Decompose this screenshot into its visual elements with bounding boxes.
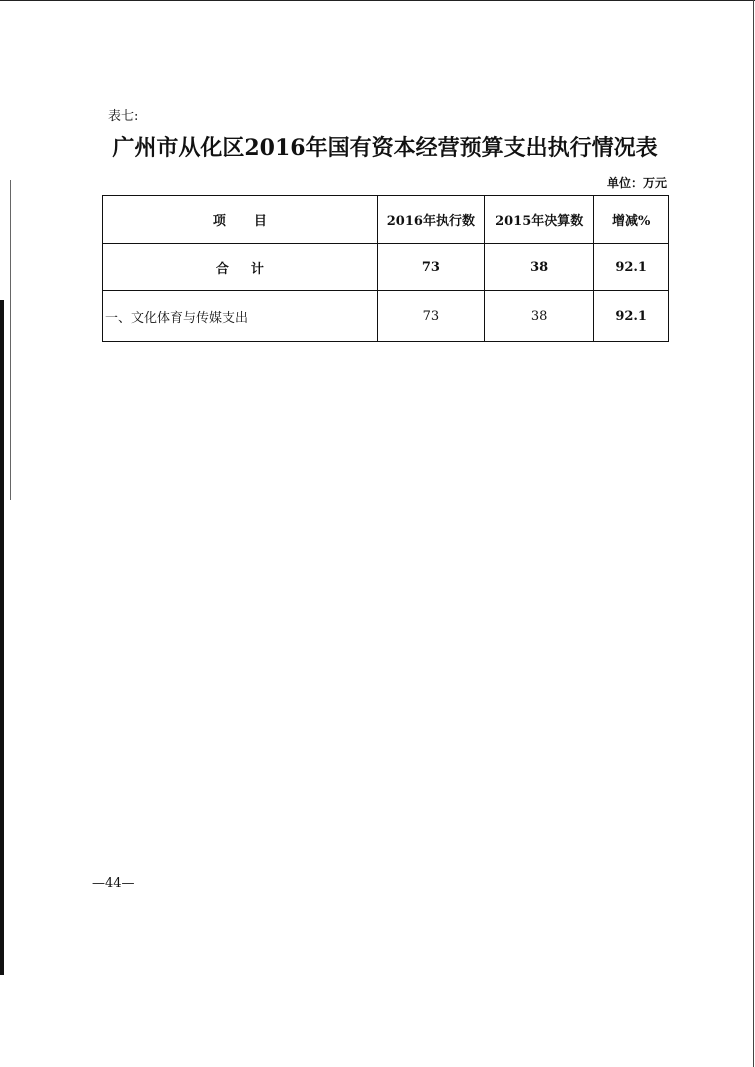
- header-final-2015: 2015年决算数: [485, 196, 594, 244]
- header-exec-2016: 2016年执行数: [377, 196, 484, 244]
- row-culture-final-2015: 38: [485, 291, 594, 342]
- table-row: [103, 291, 669, 342]
- page-border-right: [753, 0, 754, 1067]
- budget-table: [102, 195, 669, 342]
- row-culture-change-pct: 92.1: [594, 291, 669, 342]
- page-number: —44—: [92, 876, 135, 891]
- row-culture-exec-2016: 73: [377, 291, 484, 342]
- header-item: 项目: [103, 196, 378, 244]
- page-title: 广州市从化区2016年国有资本经营预算支出执行情况表: [112, 135, 658, 161]
- header-change-pct: 增减%: [594, 196, 669, 244]
- row-total-change-pct: 92.1: [594, 244, 669, 291]
- table-header-row: [103, 196, 669, 244]
- table-row: [103, 244, 669, 291]
- unit-label: 单位：万元: [606, 176, 667, 190]
- row-culture-item: 一、文化体育与传媒支出: [103, 291, 378, 342]
- row-total-item: 合计: [103, 244, 378, 291]
- table-label: 表七:: [108, 109, 139, 124]
- scan-edge-left: [0, 300, 4, 975]
- row-total-final-2015: 38: [485, 244, 594, 291]
- row-total-exec-2016: 73: [377, 244, 484, 291]
- page-border-top: [0, 0, 755, 1]
- scan-edge-left-thin: [10, 180, 11, 500]
